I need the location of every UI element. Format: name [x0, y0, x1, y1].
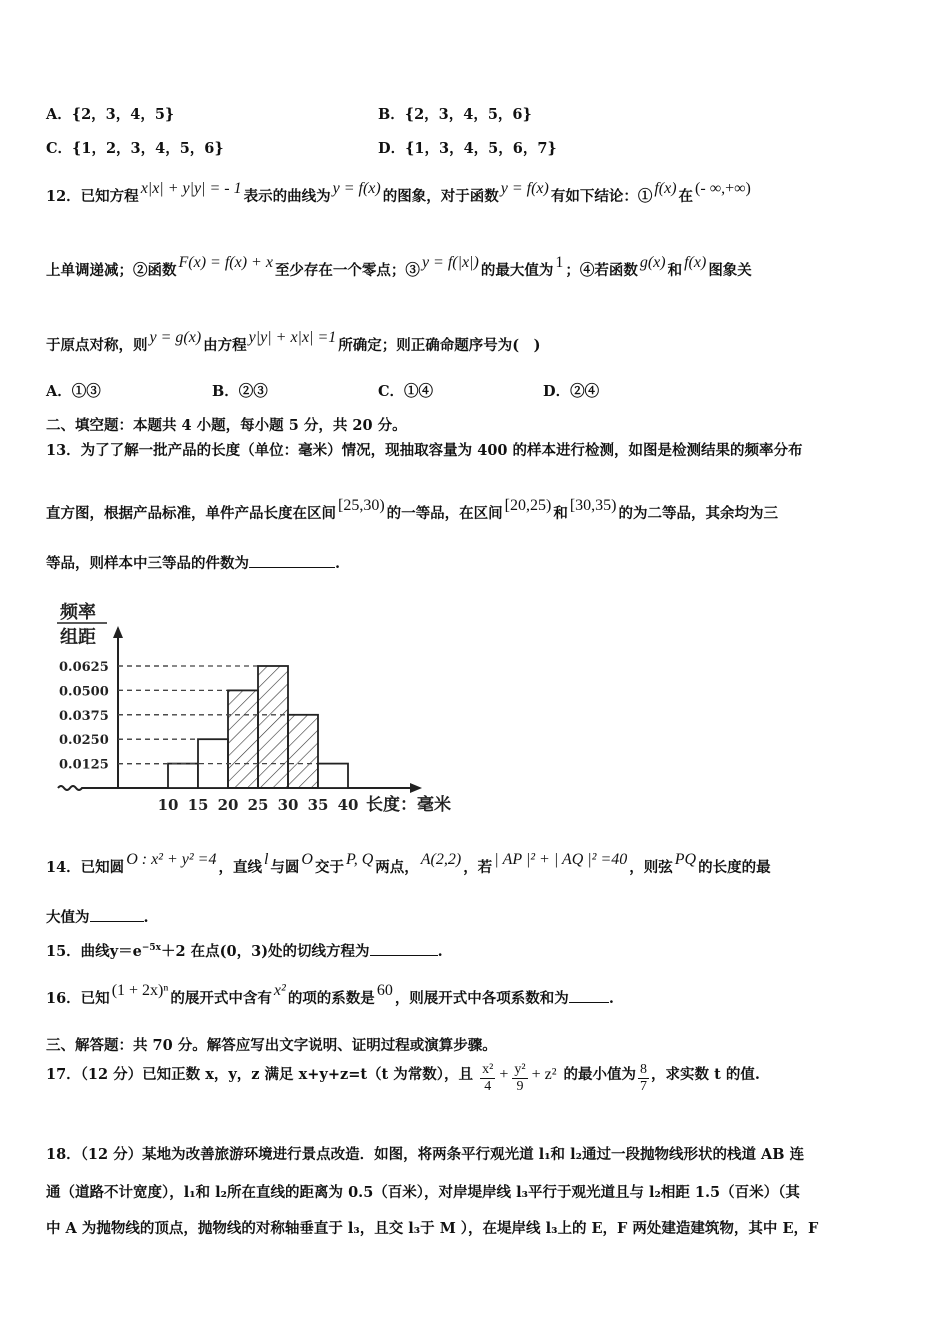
histogram-bar [258, 666, 288, 788]
x-axis-arrow [410, 783, 422, 793]
q12-line-2: 上单调递减；②函数 F(x) = f(x) + x 至少存在一个零点；③ y = f(|x|) 的最大值为 1 ；④若函数 g(x) 和 f(x) 图象关 [46, 254, 752, 279]
answer-blank [249, 555, 335, 568]
x-tick-label: 15 [187, 796, 209, 814]
q12-option-c: C．①④ [378, 383, 434, 400]
q13-line-3: 等品，则样本中三等品的件数为 . [46, 555, 341, 572]
answer-blank [569, 990, 609, 1003]
q18-line-1: 18．（12 分）某地为改善旅游环境进行景点改造．如图，将两条平行观光道 l₁和 l₂通过一段抛物线形状的栈道 AB 连 [46, 1146, 805, 1163]
x-tick-label: 40 [337, 796, 359, 814]
y-axis-label-top: 频率 [60, 602, 96, 623]
fraction-y2-over-9: $\frac{\text{y²}}{9}$ [514, 1062, 526, 1094]
fraction-8-over-7: $\frac{8}{7}$ [640, 1062, 648, 1094]
q12-option-b: B．②③ [212, 383, 268, 400]
y-axis-label-bottom: 组距 [60, 627, 96, 648]
fraction-x2-over-4: $\frac{\text{x²}}{4}$ [482, 1062, 494, 1094]
q11-option-d: D．{1，3，4，5，6，7} [378, 140, 557, 157]
q13-line-1: 13．为了了解一批产品的长度（单位：毫米）情况，现抽取容量为 400 的样本进行检测，如图是检测结果的频率分布 [46, 442, 803, 459]
q12-line-1: 12．已知方程 x|x| + y|y| = - 1 表示的曲线为 y = f(x) 的图象，对于函数 y = f(x) 有如下结论：① f(x) 在 (- ∞,+∞) [46, 180, 751, 205]
section-2-heading: 二、填空题：本题共 4 小题，每小题 5 分，共 20 分。 [46, 417, 407, 434]
q12-equation: x|x| + y|y| = - 1 [140, 180, 242, 197]
q17-line: 17．（12 分）已知正数 x，y，z 满足 x+y+z=t（t 为常数），且 $\frac{\text{x²}}{4}$ + $\frac{\text{y²}}{9}$ + z² 的最小值为 $\frac{8}{7}$ ，求实数 t 的值. [46, 1062, 760, 1094]
y-tick-label: 0.0250 [59, 733, 109, 749]
x-tick-label: 10 [157, 796, 179, 814]
q14-line-1: 14．已知圆 O : x² + y² =4 ，直线 l 与圆 O 交于 P, Q 两点， A(2,2) ，若 | AP |² + | AQ |² =40 ，则弦 PQ 的长度的最 [46, 851, 771, 876]
x-tick-label: 20 [217, 796, 239, 814]
q11-option-b: B．{2，3，4，5，6} [378, 106, 532, 123]
q16-line: 16．已知 (1 + 2x)ⁿ 的展开式中含有 x² 的项的系数是 60 ，则展开式中各项系数和为 . [46, 982, 614, 1007]
q18-line-2: 通（道路不计宽度），l₁和 l₂所在直线的距离为 0.5（百米），对岸堤岸线 l₃平行于观光道且与 l₂相距 1.5（百米）（其 [46, 1184, 800, 1201]
y-tick-label: 0.0375 [59, 708, 109, 724]
x-tick-label: 35 [307, 796, 329, 814]
q11-option-a: A．{2，3，4，5} [46, 106, 175, 123]
q15-line: 15．曲线$y=e^{-5x}+2$ 在点(0，3)处的切线方程为 . [46, 943, 443, 960]
section-3-heading: 三、解答题：共 70 分。解答应写出文字说明、证明过程或演算步骤。 [46, 1037, 497, 1054]
q13-line-2: 直方图，根据产品标准，单件产品长度在区间 [25,30) 的一等品，在区间 [20,25) 和 [30,35) 的为二等品，其余均为三 [46, 497, 778, 522]
answer-blank [90, 909, 144, 922]
y-tick-label: 0.0500 [59, 684, 109, 700]
q12-option-d: D．②④ [543, 383, 600, 400]
y-tick-label: 0.0625 [59, 660, 109, 675]
q12-line-3: 于原点对称，则 y = g(x) 由方程 y|y| + x|x| =1 所确定；则正确命题序号为( ) [46, 329, 541, 354]
q18-line-3: 中 A 为抛物线的顶点，抛物线的对称轴垂直于 l₃，且交 l₃于 M ），在堤岸线 l₃上的 E，F 两处建造建筑物，其中 E，F [46, 1220, 819, 1237]
y-axis-arrow [113, 626, 123, 638]
histogram-bar [228, 690, 258, 788]
q11-option-c: C．{1，2，3，4，5，6} [46, 140, 224, 157]
answer-blank [370, 943, 438, 956]
x-axis-label: 长度：毫米 [366, 795, 451, 815]
y-tick-label: 0.0125 [59, 757, 109, 773]
q14-line-2: 大值为 . [46, 909, 149, 926]
frequency-histogram [55, 598, 455, 820]
x-tick-label: 25 [247, 796, 269, 814]
histogram-bar [168, 764, 198, 788]
histogram-bar [288, 715, 318, 788]
histogram-bar [318, 764, 348, 788]
q12-option-a: A．①③ [46, 383, 101, 400]
x-tick-label: 30 [277, 796, 299, 814]
